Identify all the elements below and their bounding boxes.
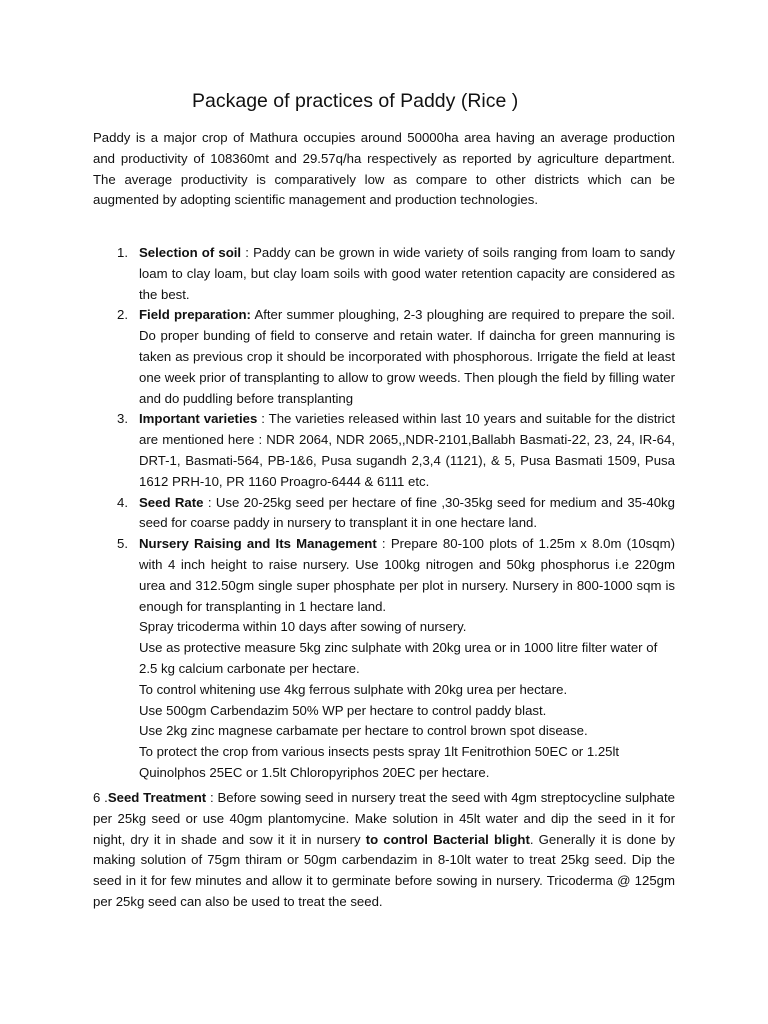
item-heading: Seed Rate [139,494,204,510]
nursery-note: Use 2kg zinc magnese carbamate per hectare to control brown spot disease. [139,723,588,739]
item-text: The varieties released within last 10 years and suitable for the district are mentioned here : NDR 2064, NDR 2065,,NDR-2101,Ballabh Basmati-22, 23, 24, IR-64, DRT-1, Basmati-564, PB-1&6, Pusa sugandh 2,3,4 (1121), & 5, Pusa Basmati 1509, Pusa 1612 PRH-10, PR 1160 Proagro-6444 & 6111 etc. [139,411,675,489]
item-separator: : [376,536,391,552]
nursery-note: To protect the crop from various insects pests spray 1lt Fenitrothion 50EC or 1.25lt Quinolphos 25EC or 1.5lt Chloropyriphos 20EC per hectare. [139,744,620,780]
item-separator: : [203,494,216,510]
item-text: . Generally it is done by making solution of 75gm thiram or 50gm carbendazim in 8-10lt water to treat 25kg seed. Dip the seed in it for few minutes and allow it to germinate before sowing in nursery. Tricoderma @ 125gm per 25kg seed can also be used to treat the seed. [93,831,675,909]
item-number: 2. [117,307,128,323]
item-text: Paddy can be grown in wide variety of soils ranging from loam to sandy loam to clay loam, but clay loam soils with good water retention capacity are considered as the best. [139,245,675,302]
list-item [117,243,675,305]
emphasis-text: to control Bacterial blight [365,831,530,847]
item-text: After summer ploughing, 2-3 ploughing are required to prepare the soil. Do proper bunding of field to conserve and retain water. If daincha for green mannuring is taken as previous crop it should be incorporated with phosphorous. Irrigate the field at least one week prior of transplanting to allow to grow weeds. Then plough the field by filling water and do puddling before transplanting [139,307,675,406]
item-number: 4. [117,494,128,510]
item-heading: Field preparation: [139,307,251,323]
item-number: 6 . [93,790,108,805]
list-item [117,534,675,784]
item-text: Prepare 80-100 plots of 1.25m x 8.0m (10sqm) with 4 inch height to raise nursery. Use 100kg nitrogen and 50kg phosphorus i.e 220gm urea and 312.50gm single super phosphate per plot in nursery. Nursery in 800-1000 sqm is enough for transplanting in 1 hectare land. [139,536,675,614]
item-separator: : [257,411,269,427]
item-number: 3. [117,411,128,427]
seed-treatment-paragraph [93,788,675,913]
item-heading: Seed Treatment [107,790,207,805]
nursery-note: Use 500gm Carbendazim 50% WP per hectare to control paddy blast. [139,702,547,718]
item-heading: Nursery Raising and Its Management [139,536,377,552]
page-title: Package of practices of Paddy (Rice ) [192,90,519,112]
item-separator: : [241,245,254,260]
nursery-note: Spray tricoderma within 10 days after sowing of nursery. [139,619,467,635]
item-text: Use 20-25kg seed per hectare of fine ,30-35kg seed for medium and 35-40kg seed for coarse paddy in nursery to transplant it in one hectare land. [139,494,675,531]
nursery-note: To control whitening use 4kg ferrous sulphate with 20kg urea per hectare. [139,681,568,697]
item-heading: Important varieties [139,411,258,427]
list-item [117,409,675,492]
list-item [117,493,675,535]
item-number: 1. [117,245,128,260]
list-item [117,305,675,409]
item-heading: Selection of soil [139,245,242,260]
item-number: 5. [117,536,128,552]
practices-list [117,243,675,784]
item-text: : Before sowing seed in nursery treat the seed with 4gm streptocycline sulphate per 25kg seed or use 40gm plantomycine. Make solution in 45lt water and dip the seed in it for night, dry it in shade and sow it it in nursery [93,790,675,847]
nursery-note: Use as protective measure 5kg zinc sulphate with 20kg urea or in 1000 litre filter water of 2.5 kg calcium carbonate per hectare. [139,640,658,676]
intro-paragraph: Paddy is a major crop of Mathura occupies around 50000ha area having an average production and productivity of 108360mt and 29.57q/ha respectively as reported by agriculture department. The average productivity is comparatively low as compare to other districts which can be augmented by adopting scientific management and production technologies. [93,130,675,208]
